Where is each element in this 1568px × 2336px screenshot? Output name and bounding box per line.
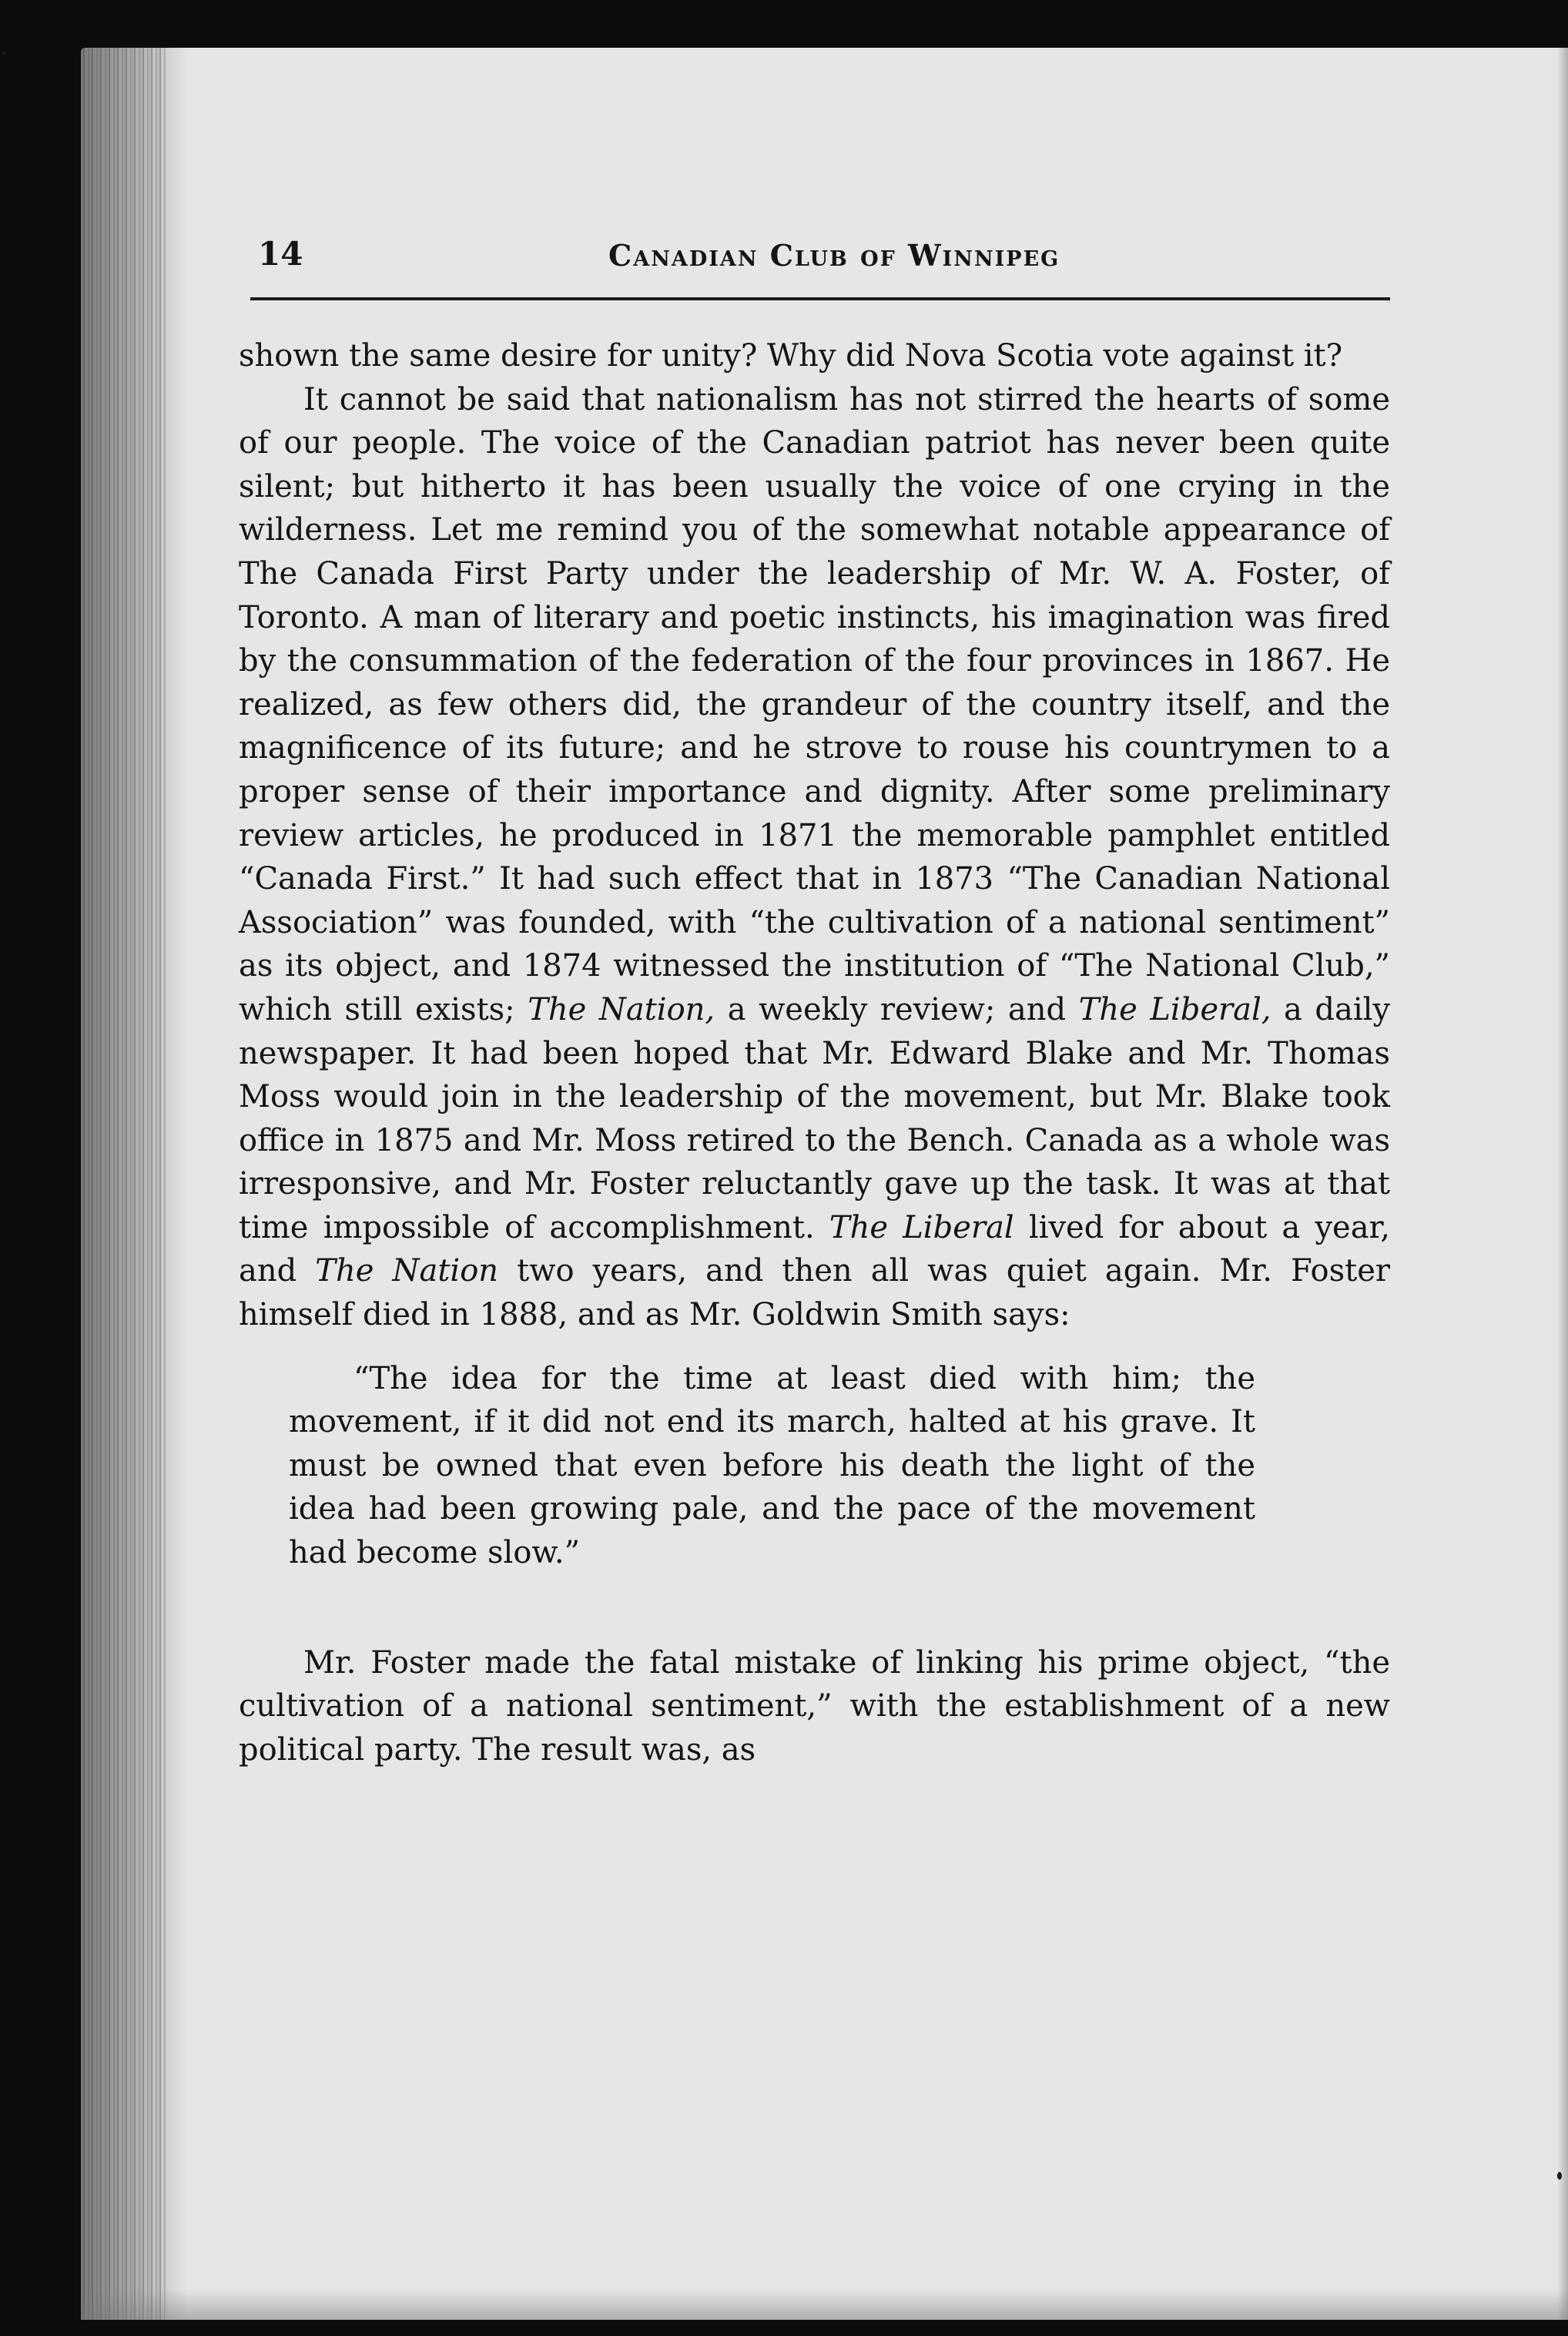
page-right-edge: [1557, 48, 1568, 2320]
paragraph-text: two years, and then all was quiet again. Mr. Foster himself died in 1888, and as Mr. Goldwin Smith says:: [239, 1253, 1391, 1333]
italic-title: The Liberal,: [1078, 991, 1271, 1027]
paragraph-continued: shown the same desire for unity? Why did Nova Scotia vote against it?: [239, 338, 1343, 374]
paragraph-foster-mistake: Mr. Foster made the fatal mistake of linking his prime object, “the cultivation of a national sentiment,” with the establishment of a new political party. The result was, as: [239, 1644, 1390, 1768]
italic-title: The Nation,: [528, 991, 715, 1027]
paragraph-text: a daily newspaper. It had been hoped that Mr. Edward Blake and Mr. Thomas Moss would join in the leadership of the movement, but Mr. Blake took office in 1875 and Mr. Moss retired to the Bench. Canada as a whole was irresponsive, and Mr. Foster reluctantly gave up the task. It was at that time impossible of accomplishment.: [239, 991, 1391, 1245]
running-head: Canadian Club of Winnipeg: [608, 238, 1060, 273]
paragraph-canada-first: [239, 378, 1390, 1337]
italic-title: The Nation: [315, 1253, 499, 1289]
scan-speck: [1557, 2172, 1562, 2180]
paragraph-text: a weekly review; and: [727, 991, 1067, 1027]
page-bottom-edge: [81, 2289, 1568, 2320]
page-header: [258, 235, 1386, 297]
block-quote: “The idea for the time at least died with him; the movement, if it did not end its march, halted at his grave. It must be owned that even before his death the light of the idea had been growing pale, and the pace of the movement had become slow.”: [289, 1360, 1255, 1571]
page-number: 14: [258, 235, 303, 273]
scan-speck: [2, 51, 6, 55]
body-text: [239, 334, 1390, 1771]
header-rule: [250, 297, 1390, 300]
paragraph-text: lived for about a year, and: [239, 1209, 1391, 1289]
paragraph-text: It cannot be said that nationalism has not stirred the hearts of some of our people. The voice of the Canadian patriot has never been quite silent; but hitherto it has been usually the voice of one crying in the wilderness. Let me remind you of the somewhat notable appearance of The Canada First Party under the leadership of Mr. W. A. Foster, of Toronto. A man of literary and poetic instincts, his imagination was fired by the consummation of the federation of the four provinces in 1867. He realized, as few others did, the grandeur of the country itself, and the magnificence of its future; and he strove to rouse his countrymen to a proper sense of their importance and dignity. After some preliminary review articles, he produced in 1871 the memorable pamphlet entitled “Canada First.” It had such effect that in 1873 “The Canadian National Association” was founded, with “the cultivation of a national sentiment” as its object, and 1874 witnessed the institution of “The National Club,” which still exists;: [239, 381, 1390, 1027]
italic-title: The Liberal: [829, 1209, 1014, 1245]
gutter-shadow: [81, 48, 189, 2320]
